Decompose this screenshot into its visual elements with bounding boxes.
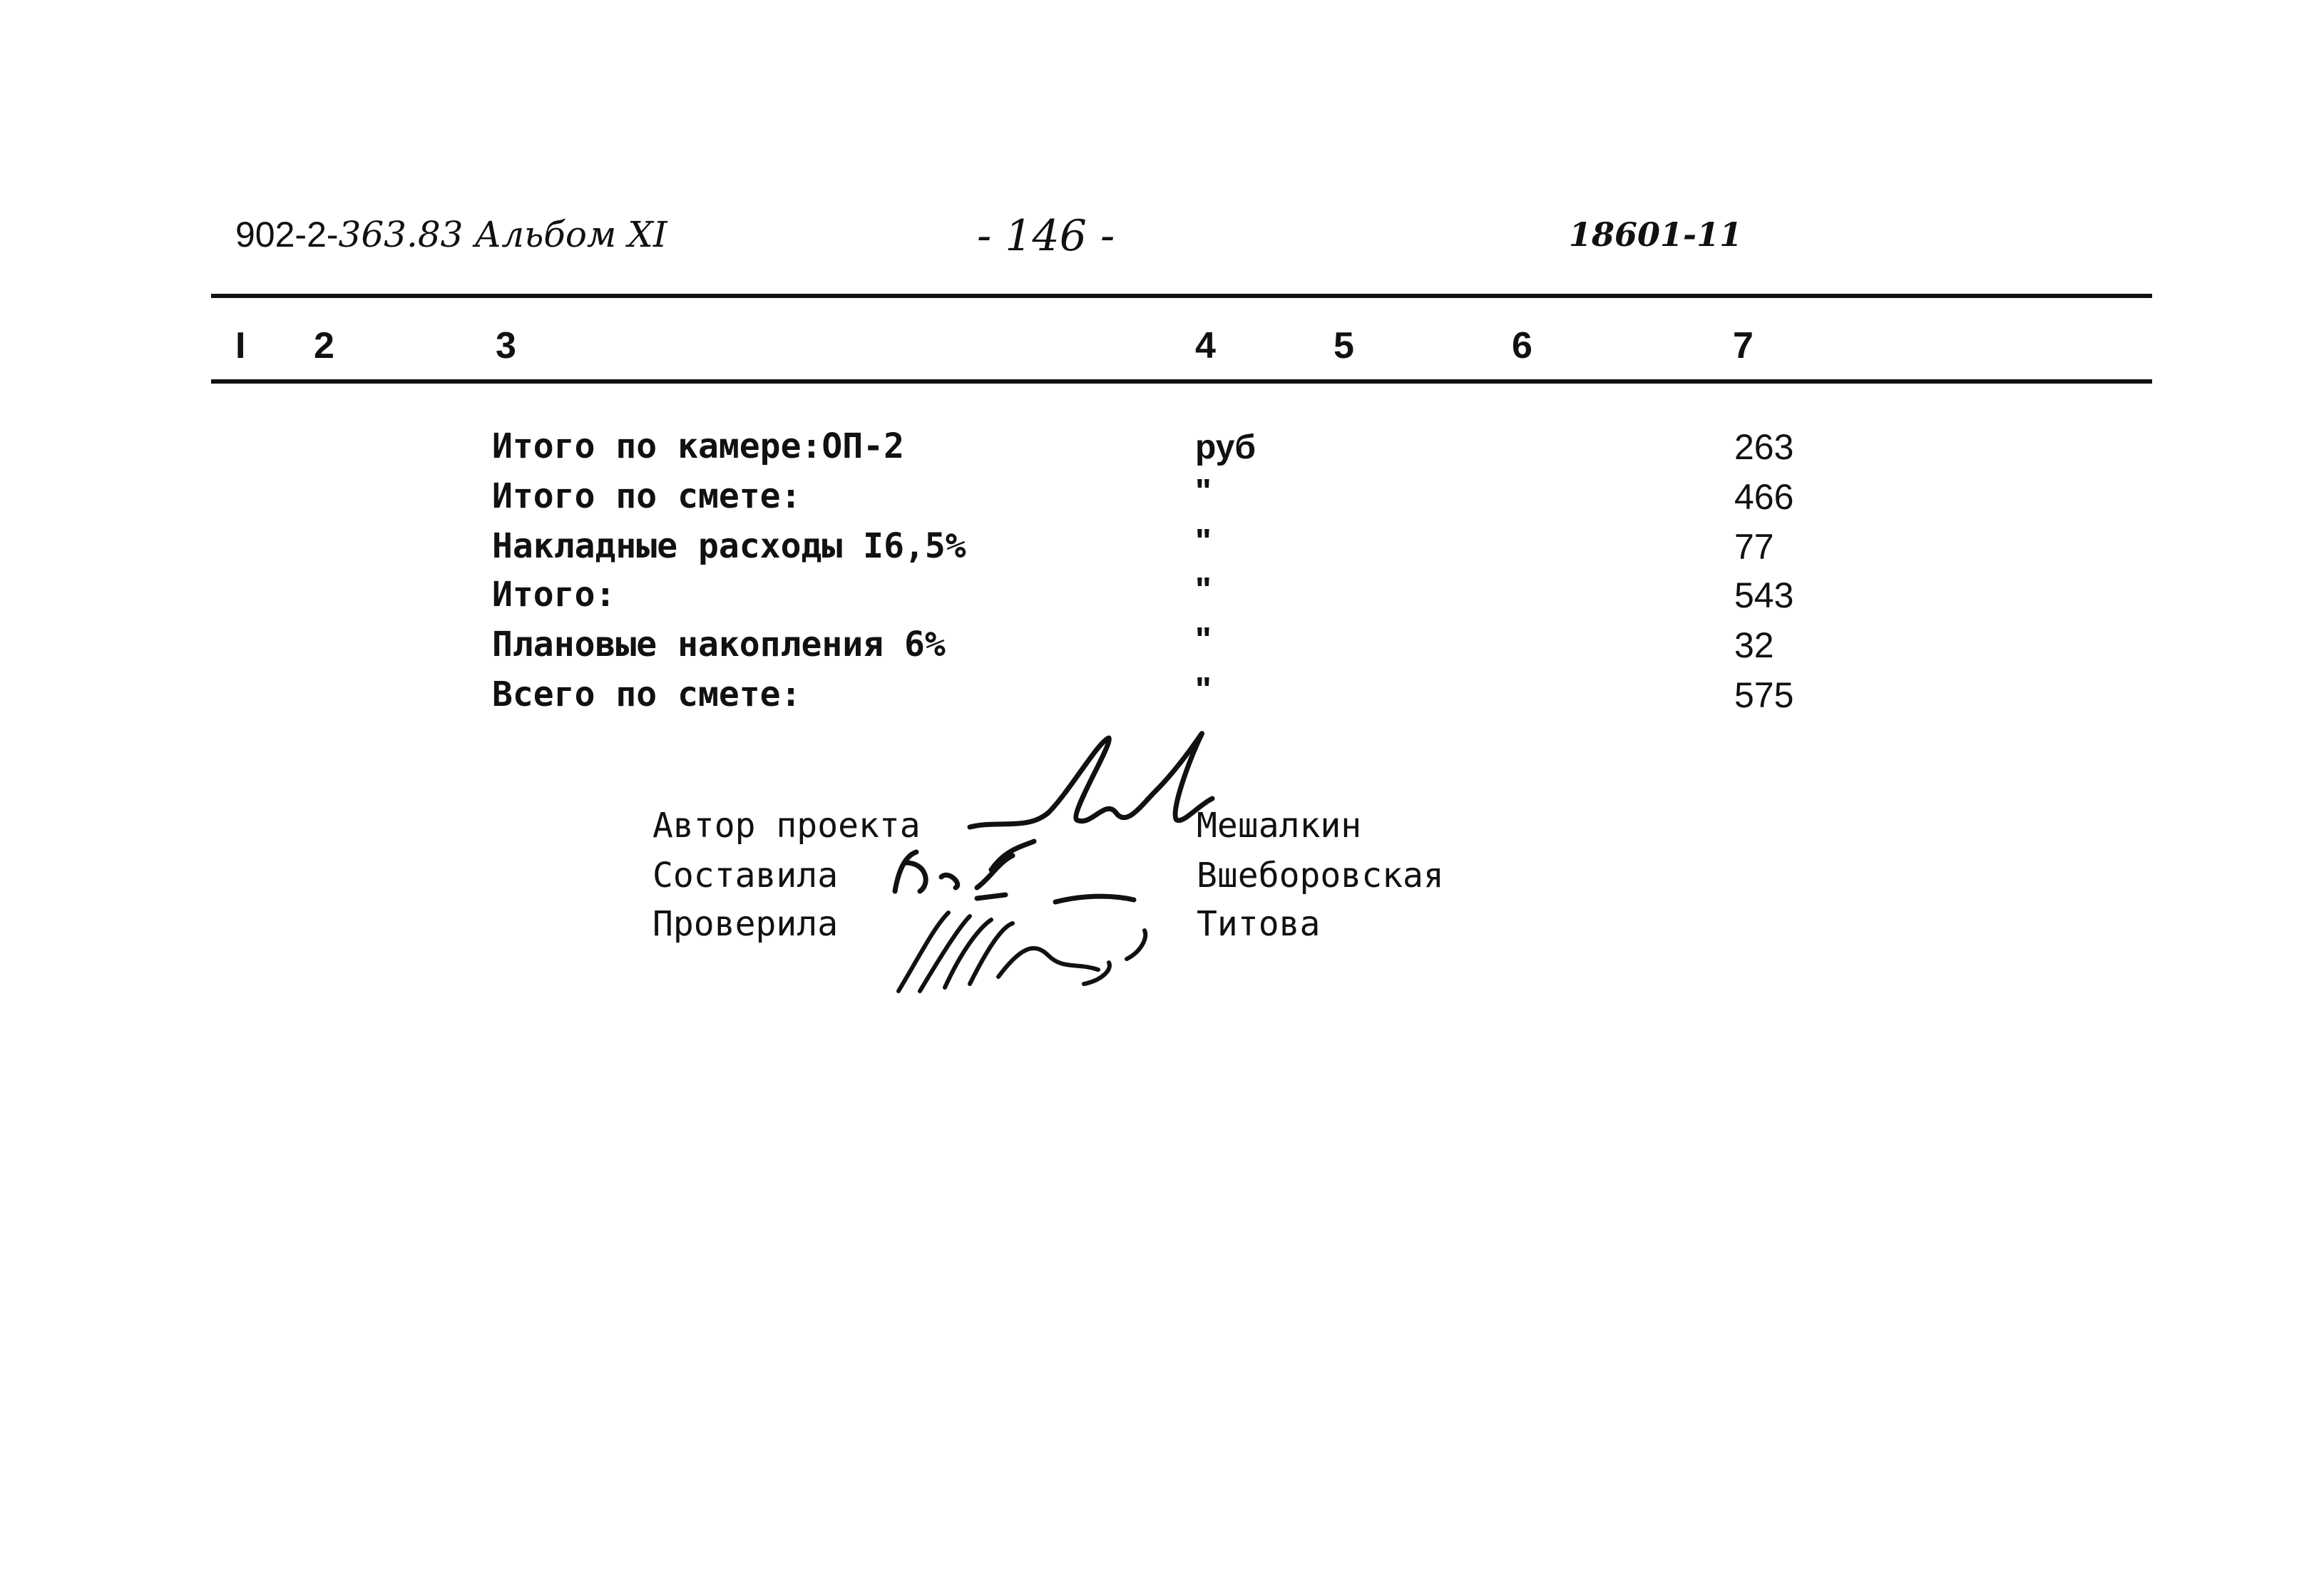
row-value: 77 [1734, 527, 1774, 567]
row-unit: " [1195, 473, 1212, 511]
column-number: 7 [1733, 325, 1754, 366]
row-value: 466 [1734, 477, 1794, 517]
compiler-signature [895, 841, 1134, 902]
row-unit: " [1195, 523, 1212, 560]
column-number: 6 [1512, 325, 1532, 366]
column-number: 4 [1195, 325, 1216, 366]
column-number: 2 [314, 325, 334, 366]
signature-role: Автор проекта [652, 806, 921, 846]
row-unit: " [1195, 571, 1212, 609]
row-unit: " [1195, 621, 1212, 659]
signature-name: Титова [1197, 904, 1321, 944]
signature-name: Вшеборовская [1197, 856, 1444, 896]
signature-role: Проверила [652, 904, 839, 944]
row-value: 263 [1734, 427, 1794, 467]
row-label: Накладные расходы I6,5% [492, 526, 966, 566]
checker-signature [899, 913, 1145, 991]
column-number: I [235, 325, 246, 366]
column-number: 5 [1334, 325, 1354, 366]
row-value: 32 [1734, 625, 1774, 665]
row-unit: руб [1195, 429, 1256, 466]
column-number: 3 [496, 325, 516, 366]
row-value: 575 [1734, 675, 1794, 715]
row-label: Всего по смете: [492, 674, 802, 714]
sheet-code: 18601-11 [1569, 215, 1743, 254]
row-unit: " [1195, 671, 1212, 709]
row-label: Итого: [492, 575, 616, 615]
signature-name: Мешалкин [1197, 806, 1362, 846]
document-code-handwritten: 363.83 Альбом XI [338, 214, 667, 255]
page-number: - 146 - [977, 211, 1115, 261]
author-signature [970, 734, 1212, 827]
row-label: Итого по смете: [492, 476, 802, 516]
row-value: 543 [1734, 575, 1794, 615]
row-label: Плановые накопления 6% [492, 625, 946, 665]
signature-role: Составила [652, 856, 839, 896]
row-label: Итого по камере:ОП-2 [492, 426, 904, 466]
document-code-prefix: 902-2- [235, 215, 339, 255]
